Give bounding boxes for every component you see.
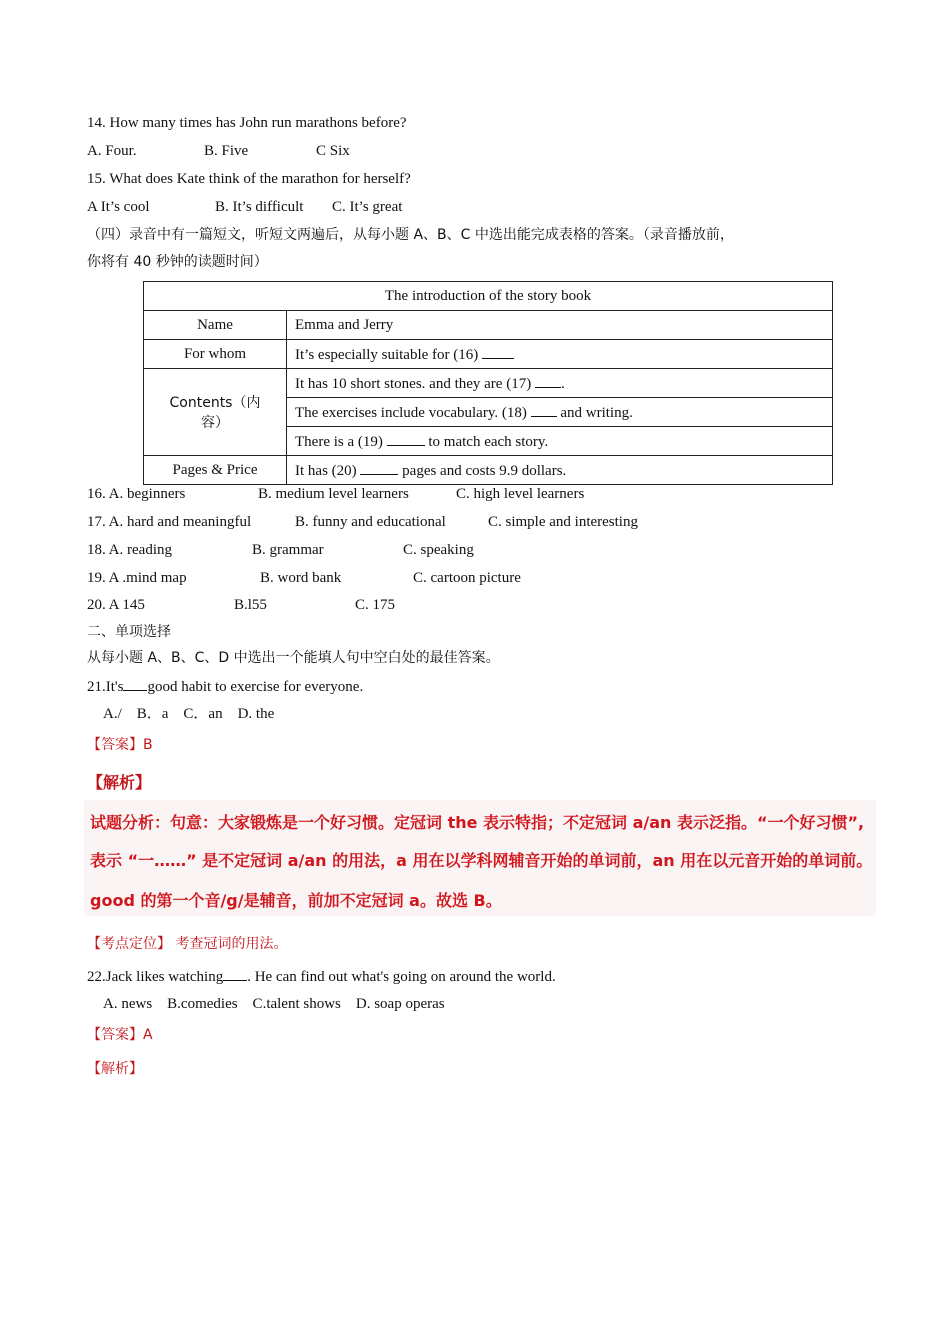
q14-option-b: B. Five bbox=[204, 143, 249, 159]
question-21-stem bbox=[87, 676, 363, 697]
q21-blank bbox=[123, 676, 147, 691]
q21-answer: 【答案】B bbox=[87, 737, 153, 753]
table-title: The introduction of the story book bbox=[144, 282, 833, 311]
for-whom-value bbox=[287, 340, 833, 369]
q17-option-c: C. simple and interesting bbox=[488, 514, 638, 530]
question-14-stem: 14. How many times has John run marathons before? bbox=[87, 115, 407, 131]
q17-option-a: 17. A. hard and meaningful bbox=[87, 514, 252, 530]
contents-row-1: It has 10 short stones. and they are (17) . bbox=[287, 369, 833, 398]
contents-row-2-text-b: and writing. bbox=[556, 405, 633, 421]
q18-option-c: C. speaking bbox=[403, 542, 474, 558]
contents-row-3-text-b: to match each story. bbox=[424, 434, 549, 450]
q22-answer: 【答案】A bbox=[87, 1027, 153, 1043]
q21-stem-b: good habit to exercise for everyone. bbox=[147, 679, 364, 695]
pages-price-text-a: It has (20) bbox=[295, 463, 361, 479]
q19-option-b: B. word bank bbox=[260, 570, 342, 586]
section2-title: 二、单项选择 bbox=[87, 624, 171, 640]
q21-stem-a: 21.It's bbox=[87, 679, 124, 695]
contents-row-2-text-a: The exercises include vocabulary. (18) bbox=[295, 405, 531, 421]
part4-instruction-line2: 你将有 40 秒钟的读题时间） bbox=[87, 254, 268, 270]
question-15-stem: 15. What does Kate think of the marathon for herself? bbox=[87, 171, 411, 187]
q20-option-c: C. 175 bbox=[355, 597, 396, 613]
blank-20 bbox=[360, 460, 398, 475]
q21-options: A./ B．a C．an D. the bbox=[103, 706, 275, 722]
q22-analysis-label: 【解析】 bbox=[87, 1061, 143, 1077]
q14-option-c: C Six bbox=[316, 143, 350, 159]
q15-option-a: A It’s cool bbox=[87, 199, 150, 215]
q18-option-b: B. grammar bbox=[252, 542, 324, 558]
contents-row-3-text-a: There is a (19) bbox=[295, 434, 387, 450]
blank-19 bbox=[387, 431, 425, 446]
q14-option-a: A. Four. bbox=[87, 143, 137, 159]
q16-option-b: B. medium level learners bbox=[258, 486, 409, 502]
for-whom-label: For whom bbox=[144, 340, 287, 369]
pages-price-label: Pages & Price bbox=[144, 456, 287, 485]
q22-stem-a: 22.Jack likes watching bbox=[87, 969, 224, 985]
q22-blank bbox=[223, 966, 247, 981]
name-value: Emma and Jerry bbox=[287, 311, 833, 340]
q15-option-c: C. It’s great bbox=[332, 199, 403, 215]
q19-option-c: C. cartoon picture bbox=[413, 570, 521, 586]
q17-option-b: B. funny and educational bbox=[295, 514, 446, 530]
q16-option-c: C. high level learners bbox=[456, 486, 585, 502]
pages-price-value bbox=[287, 456, 833, 485]
section2-instruction: 从每小题 A、B、C、D 中选出一个能填人句中空白处的最佳答案。 bbox=[87, 650, 500, 666]
contents-row-1-text: It has 10 short stones. and they are (17) bbox=[295, 376, 535, 392]
q19-option-a: 19. A .mind map bbox=[87, 570, 187, 586]
q21-point: 【考点定位】 考查冠词的用法。 bbox=[87, 936, 288, 952]
story-book-table bbox=[143, 281, 833, 485]
question-22-stem bbox=[87, 966, 556, 987]
part4-instruction-line1: （四）录音中有一篇短文，听短文两遍后，从每小题 A、B、C 中选出能完成表格的答案。（录音播放前， bbox=[87, 227, 734, 243]
name-label: Name bbox=[144, 311, 287, 340]
q18-option-a: 18. A. reading bbox=[87, 542, 172, 558]
q21-analysis-image bbox=[84, 800, 876, 916]
q20-option-b: B.l55 bbox=[234, 597, 267, 613]
for-whom-text: It’s especially suitable for (16) bbox=[295, 347, 483, 363]
analysis-line-1: 试题分析：句意：大家锻炼是一个好习惯。定冠词 the 表示特指；不定冠词 a/an 表示泛指。“一个好习惯”, bbox=[90, 813, 865, 832]
analysis-line-3: good 的第一个音/g/是辅音，前加不定冠词 a。故选 B。 bbox=[90, 891, 502, 910]
pages-price-text-b: pages and costs 9.9 dollars. bbox=[398, 463, 567, 479]
blank-16 bbox=[482, 344, 514, 359]
analysis-line-2: 表示 “一……” 是不定冠词 a/an 的用法，a 用在以学科网辅音开始的单词前，an 用在以元音开始的单词前。 bbox=[90, 851, 873, 870]
contents-row-2 bbox=[287, 398, 833, 427]
contents-label: Contents（内容） bbox=[144, 369, 287, 456]
blank-18 bbox=[531, 402, 557, 417]
q22-stem-b: . He can find out what's going on around the world. bbox=[247, 969, 556, 985]
q21-analysis-label: 【解析】 bbox=[87, 773, 152, 792]
q22-options: A. news B.comedies C.talent shows D. soap operas bbox=[103, 996, 445, 1012]
q20-option-a: 20. A 145 bbox=[87, 597, 145, 613]
blank-17 bbox=[535, 373, 561, 388]
q16-option-a: 16. A. beginners bbox=[87, 486, 186, 502]
q15-option-b: B. It’s difficult bbox=[215, 199, 304, 215]
contents-row-3 bbox=[287, 427, 833, 456]
